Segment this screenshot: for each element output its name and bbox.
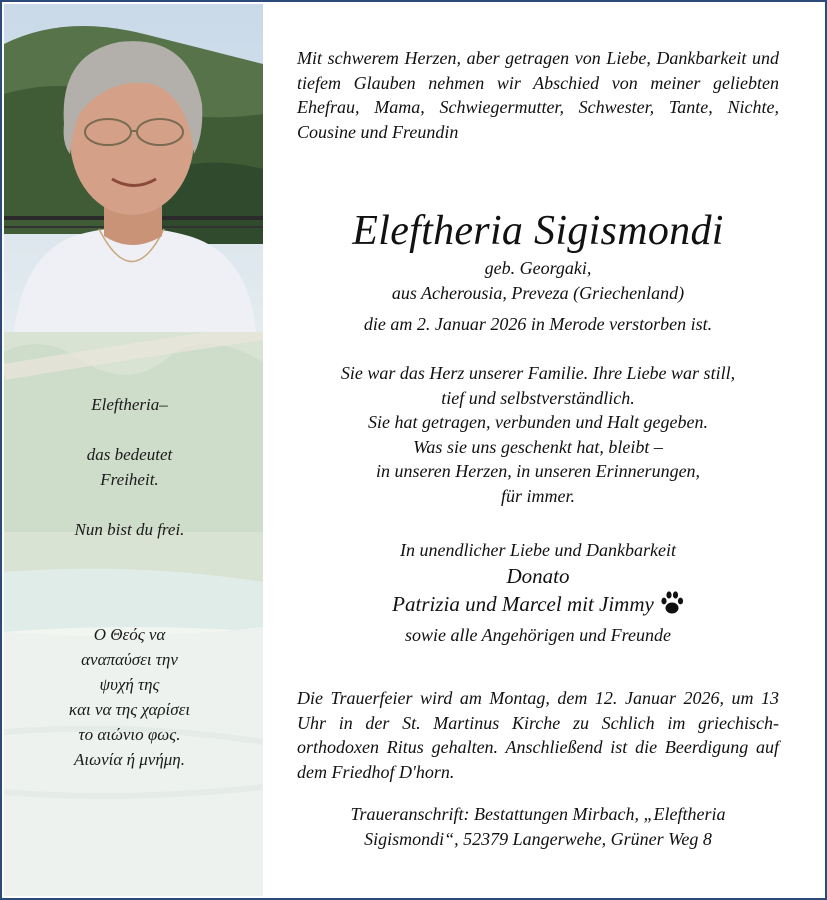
intro-text: Mit schwerem Herzen, aber getragen von Liebe, Dankbarkeit und tiefem Glauben nehmen wir Abschied von meiner geliebten Ehefrau, Mama, Schwiegermutter, Schwester, Tante, Nichte, Cousine und Freundin [297,48,779,142]
tribute-line: tief und selbstverständlich. [441,387,635,408]
verse-greek [0,622,259,772]
tribute-line: in unseren Herzen, in unseren Erinnerungen, [375,461,701,481]
children-names: Patrizia und Marcel mit Jimmy [392,591,654,616]
maiden-name: geb. Georgaki, [484,258,592,278]
verse-line: αναπαύσει την [81,650,178,669]
funeral-service-text: Die Trauerfeier wird am Montag, dem 12. Januar 2026, um 13 Uhr in der St. Martinus Kirche zu Schlich im griechisch-orthodoxen Ritus gehalten. Anschließend ist die Beerdigung auf dem Friedhof D'horn. [297,688,779,782]
tribute-line: für immer. [500,485,575,506]
intro-block [297,46,779,144]
verse-german [0,392,259,542]
tribute-line: Sie war das Herz unserer Familie. Ihre Liebe war still, [340,363,736,383]
verse-line [0,492,259,517]
paw-print-icon [660,590,684,623]
death-date: die am 2. Januar 2026 in Merode verstorben ist. [363,314,713,334]
tribute-line: Was sie uns geschenkt hat, bleibt – [413,436,663,457]
address-line: Sigismondi“, 52379 Langerwehe, Grüner Weg 8 [364,828,712,849]
spouse-name: Donato [506,563,570,588]
verse-line [0,417,259,442]
verse-line: Ο Θεός να [93,625,166,644]
verse-line: Freiheit. [100,470,159,489]
verse-line: das bedeutet [86,445,173,464]
birth-info [297,256,779,305]
address-line: Traueranschrift: Bestattungen Mirbach, „Eleftheria [350,804,726,824]
verse-line: Nun bist du frei. [74,520,185,539]
family-intro: In unendlicher Liebe und Dankbarkeit [400,540,676,560]
verse-line: το αιώνιο φως. [78,725,181,744]
origin: aus Acherousia, Preveza (Griechenland) [391,282,685,303]
children-line [297,590,779,623]
tribute-text [297,361,779,508]
verse-line: ψυχή της [99,675,160,694]
portrait-photo [4,4,263,332]
mourning-address [297,802,779,851]
relatives-line: sowie alle Angehörigen und Freunde [405,624,671,645]
verse-line: και να της χαρίσει [68,700,191,719]
family-block [297,538,779,647]
verse-line: Αιωνία ή μνήμη. [74,750,185,769]
deceased-name: Eleftheria Sigismondi [352,208,724,254]
tribute-line: Sie hat getragen, verbunden und Halt gegeben. [368,412,708,432]
death-info [297,312,779,337]
verse-line: Eleftheria– [91,395,168,414]
